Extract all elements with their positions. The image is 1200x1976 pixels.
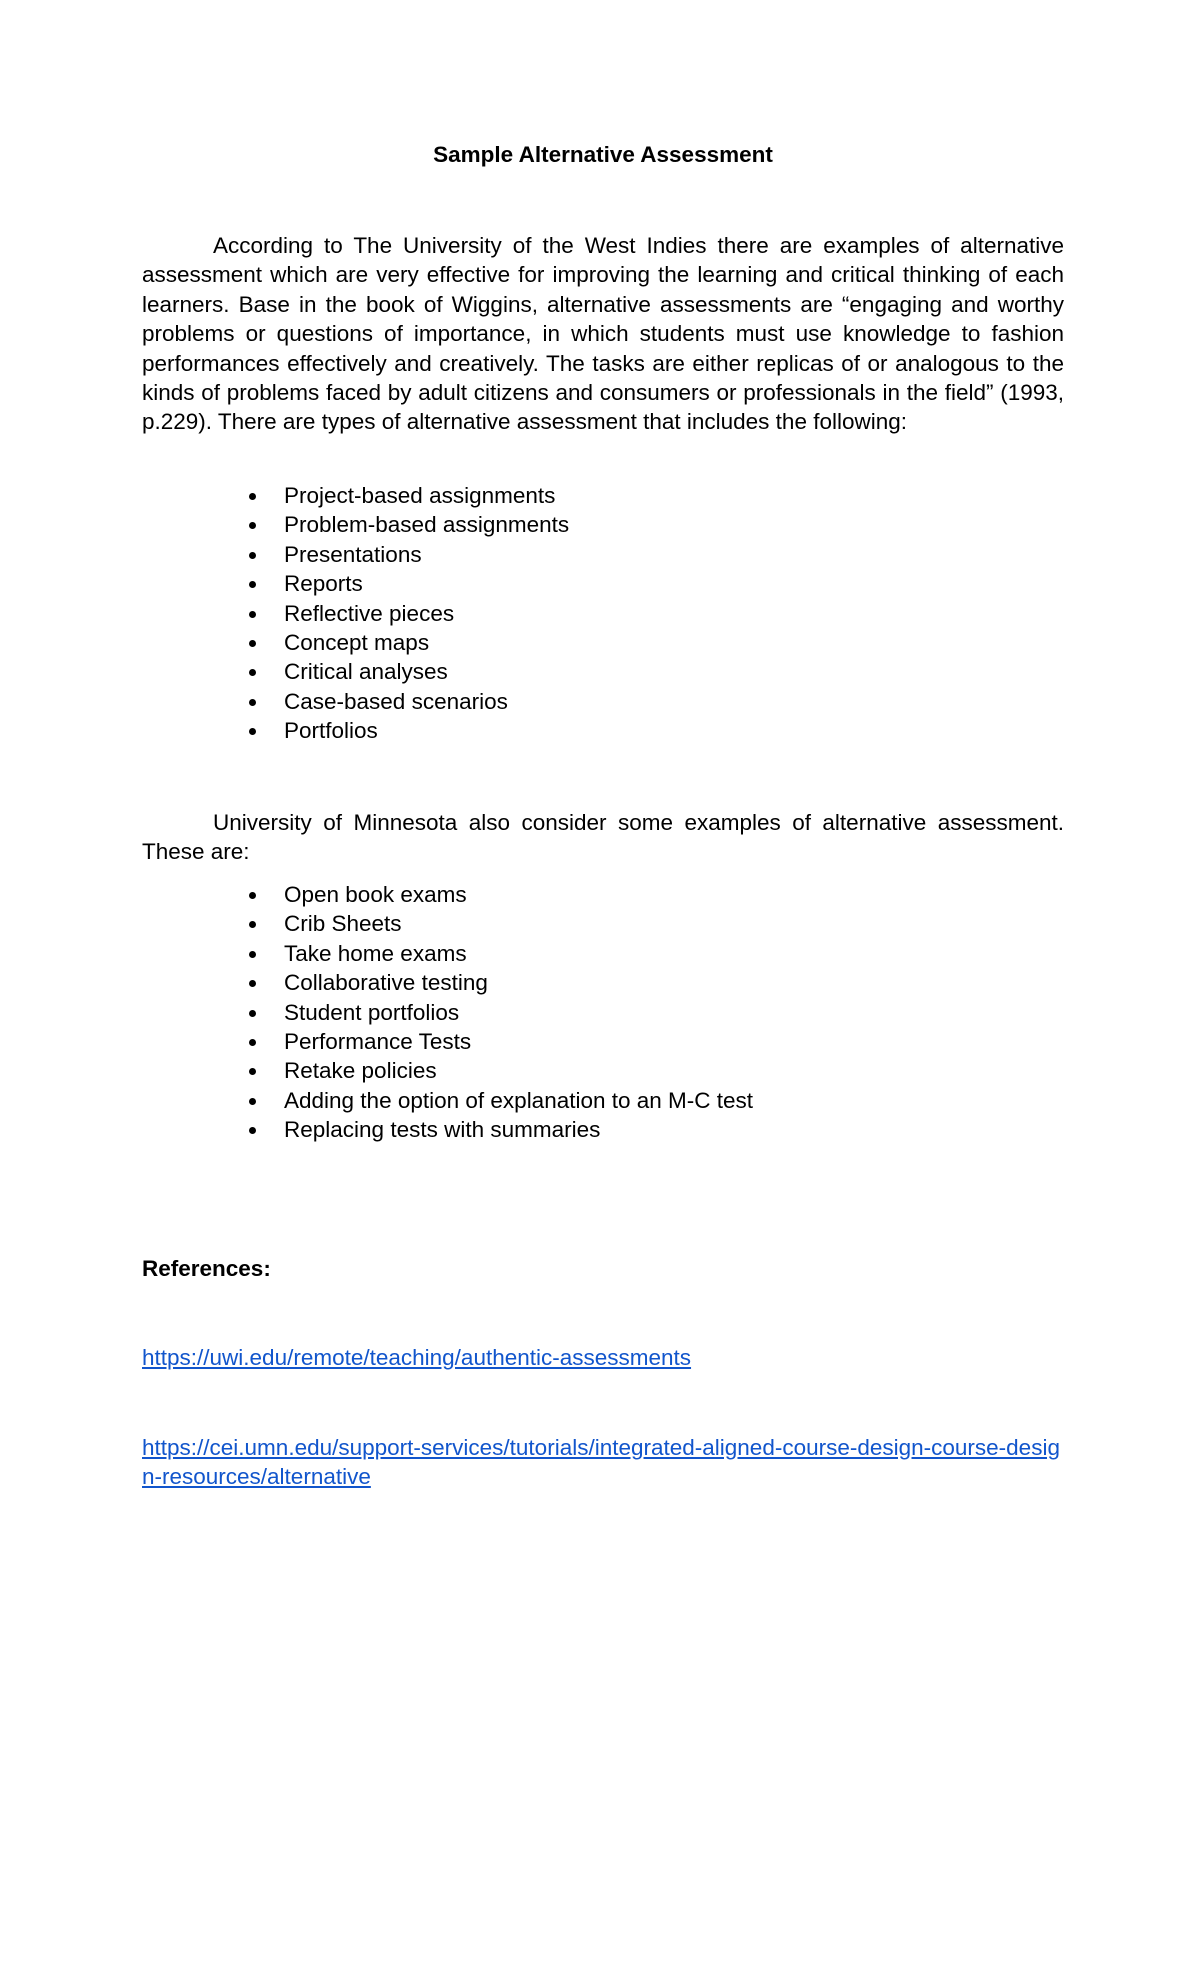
list-item-label: Replacing tests with summaries [284, 1117, 601, 1143]
list-item-label: Problem-based assignments [284, 512, 570, 538]
list-item-label: Performance Tests [284, 1029, 472, 1055]
minnesota-paragraph: University of Minnesota also consider some examples of alternative assessment. These are: [142, 810, 1064, 865]
list-item [142, 1086, 753, 1115]
bullet-icon [249, 611, 256, 618]
list-item-label: Critical analyses [284, 659, 448, 685]
list-item-label: Concept maps [284, 630, 430, 656]
bullet-icon [249, 581, 256, 588]
list-item [142, 880, 753, 909]
list-item-label: Reports [284, 571, 363, 597]
reference-link-uwi[interactable]: https://uwi.edu/remote/teaching/authentic-assessments [142, 1345, 692, 1370]
list-item [142, 687, 569, 716]
list-item-label: Open book exams [284, 882, 467, 907]
bullet-icon [249, 1127, 256, 1134]
reference-link-umn[interactable]: https://cei.umn.edu/support-services/tutorials/integrated-aligned-course-design-course-design-resources/alternative [142, 1435, 1060, 1490]
bullet-icon [249, 699, 256, 706]
list-item [142, 599, 569, 628]
list-item [142, 510, 569, 539]
list-item-label: Take home exams [284, 940, 467, 966]
bullet-icon [249, 728, 256, 735]
list-item [142, 481, 569, 510]
list-item [142, 716, 569, 745]
references-heading: References: [142, 1256, 271, 1281]
bullet-icon [249, 552, 256, 559]
list-item [142, 968, 753, 997]
bullet-icon [249, 1068, 256, 1075]
list-item-label: Project-based assignments [284, 483, 556, 508]
list-item [142, 628, 569, 657]
page-title: Sample Alternative Assessment [433, 142, 773, 167]
bullet-icon [249, 669, 256, 676]
list-item [142, 569, 569, 598]
list-item [142, 657, 569, 686]
bullet-icon [249, 493, 256, 500]
list-item [142, 1056, 753, 1085]
list-item [142, 909, 753, 938]
list-item-label: Crib Sheets [284, 911, 402, 937]
list-item-label: Student portfolios [284, 999, 460, 1025]
bullet-icon [249, 951, 256, 958]
list-item-label: Case-based scenarios [284, 688, 508, 714]
bullet-icon [249, 1010, 256, 1017]
list-item [142, 540, 569, 569]
list-item [142, 1027, 753, 1056]
bullet-icon [249, 921, 256, 928]
list-item-label: Retake policies [284, 1058, 437, 1084]
bullet-icon [249, 892, 256, 899]
bullet-icon [249, 640, 256, 647]
list-item-label: Reflective pieces [284, 600, 455, 626]
list-item [142, 998, 753, 1027]
bullet-icon [249, 1098, 256, 1105]
bullet-icon [249, 1039, 256, 1046]
bullet-icon [249, 522, 256, 529]
list-item-label: Adding the option of explanation to an M-C test [284, 1087, 754, 1113]
list-item [142, 939, 753, 968]
uwi-assessment-list [142, 481, 569, 746]
intro-paragraph: According to The University of the West Indies there are examples of alternative assessment which are very effective for improving the learning and critical thinking of each learners. Base in the book of Wiggins, alternative assessments are “engaging and worthy problems or questions of importance, in which students must use knowledge to fashion performances effectively and creatively. The tasks are either replicas of or analogous to the kinds of problems faced by adult citizens and consumers or professionals in the field” (1993, p.229). There are types of alternative assessment that includes the following: [142, 233, 1064, 435]
list-item [142, 1115, 753, 1144]
list-item-label: Presentations [284, 541, 422, 567]
minnesota-assessment-list [142, 880, 753, 1145]
list-item-label: Portfolios [284, 718, 378, 744]
list-item-label: Collaborative testing [284, 970, 488, 996]
bullet-icon [249, 980, 256, 987]
